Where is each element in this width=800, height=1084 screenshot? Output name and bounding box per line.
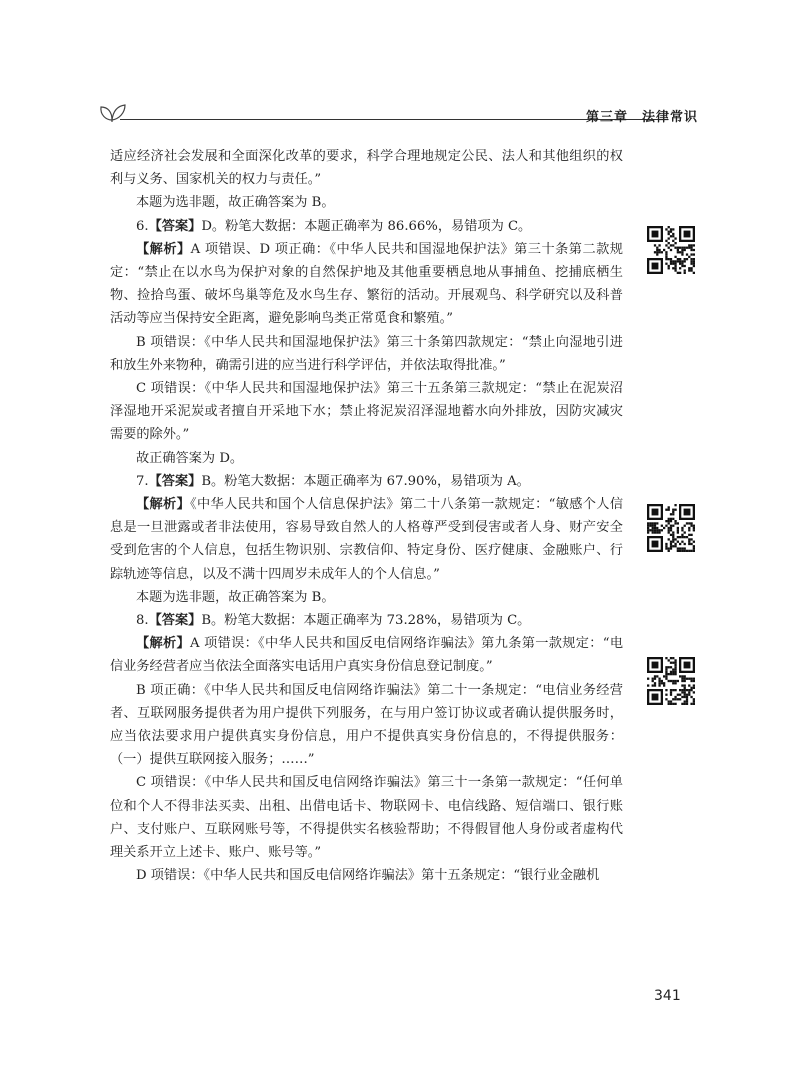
qr-code-icon[interactable] bbox=[647, 226, 695, 274]
chapter-title bbox=[586, 106, 698, 125]
chapter-name: 法律常识 bbox=[641, 110, 698, 125]
qr-code-icon[interactable] bbox=[647, 657, 695, 705]
analysis-paragraph: 【解析】《中华人民共和国个人信息保护法》第二十八条第一款规定：“敏感个人信息是一旦泄露或者非法使用，容易导致自然人的人格尊严受到侵害或者人身、财产安全受到危害的个人信息，包括生物识别、宗教信仰、特定身份、医疗健康、金融账户、行踪轨迹等信息，以及不满十四周岁未成年人的个人信息。” bbox=[110, 497, 624, 582]
qr-code-icon[interactable] bbox=[647, 504, 695, 552]
paragraph: B 项错误：《中华人民共和国湿地保护法》第三十条第四款规定：“禁止向湿地引进和放生外来物种，确需引进的应当进行科学评估，并依法取得批准。” bbox=[110, 334, 623, 373]
paragraph: B 项正确：《中华人民共和国反电信网络诈骗法》第二十一条规定：“电信业务经营者、互联网服务提供者为用户提供下列服务，在与用户签订协议或者确认提供服务时，应当依法要求用户提供真实身份信息，用户不提供真实身份信息的，不得提供服务：（一）提供互联网接入服务；……” bbox=[110, 682, 623, 768]
page-number: 341 bbox=[654, 988, 681, 1004]
answer-explanations bbox=[110, 145, 623, 888]
chapter-number: 第三章 bbox=[585, 110, 628, 125]
paragraph: 本题为选非题，故正确答案为 B。 bbox=[136, 589, 335, 605]
answer-line: 8.【答案】B。粉笔大数据：本题正确率为 73.28%，易错项为 C。 bbox=[136, 613, 531, 629]
paragraph: C 项错误：《中华人民共和国湿地保护法》第三十五条第三款规定：“禁止在泥炭沼泽湿地开采泥炭或者擅自开采地下水；禁止将泥炭沼泽湿地蓄水向外排放，因防灾减灾需要的除外。” bbox=[110, 381, 623, 443]
paragraph: 适应经济社会发展和全面深化改革的要求，科学合理地规定公民、法人和其他组织的权利与义务、国家机关的权力与责任。” bbox=[110, 149, 623, 188]
paragraph: 本题为选非题，故正确答案为 B。 bbox=[136, 195, 335, 211]
page-header bbox=[98, 100, 698, 130]
paragraph: 故正确答案为 D。 bbox=[136, 450, 244, 466]
paragraph: C 项错误：《中华人民共和国反电信网络诈骗法》第三十一条第一款规定：“任何单位和个人不得非法买卖、出租、出借电话卡、物联网卡、电信线路、短信端口、银行账户、支付账户、互联网账号等，不得提供实名核验帮助；不得假冒他人身份或者虚构代理关系开立上述卡、账户、账号等。” bbox=[110, 775, 623, 861]
paragraph: D 项错误：《中华人民共和国反电信网络诈骗法》第十五条规定：“银行业金融机 bbox=[136, 868, 600, 884]
analysis-paragraph: 【解析】A 项错误、D 项正确：《中华人民共和国湿地保护法》第三十条第二款规定：“禁止在以水鸟为保护对象的自然保护地及其他重要栖息地从事捕鱼、挖捕底栖生物、捡拾鸟蛋、破坏鸟巢等危及水鸟生存、繁衍的活动。开展观鸟、科学研究以及科普活动等应当保持安全距离，避免影响鸟类正常觅食和繁殖。” bbox=[110, 241, 623, 327]
answer-line: 7.【答案】B。粉笔大数据：本题正确率为 67.90%，易错项为 A。 bbox=[136, 473, 530, 489]
answer-line: 6.【答案】D。粉笔大数据：本题正确率为 86.66%，易错项为 C。 bbox=[136, 218, 532, 234]
analysis-paragraph: 【解析】A 项错误：《中华人民共和国反电信网络诈骗法》第九条第一款规定：“电信业务经营者应当依法全面落实电话用户真实身份信息登记制度。” bbox=[110, 636, 624, 675]
